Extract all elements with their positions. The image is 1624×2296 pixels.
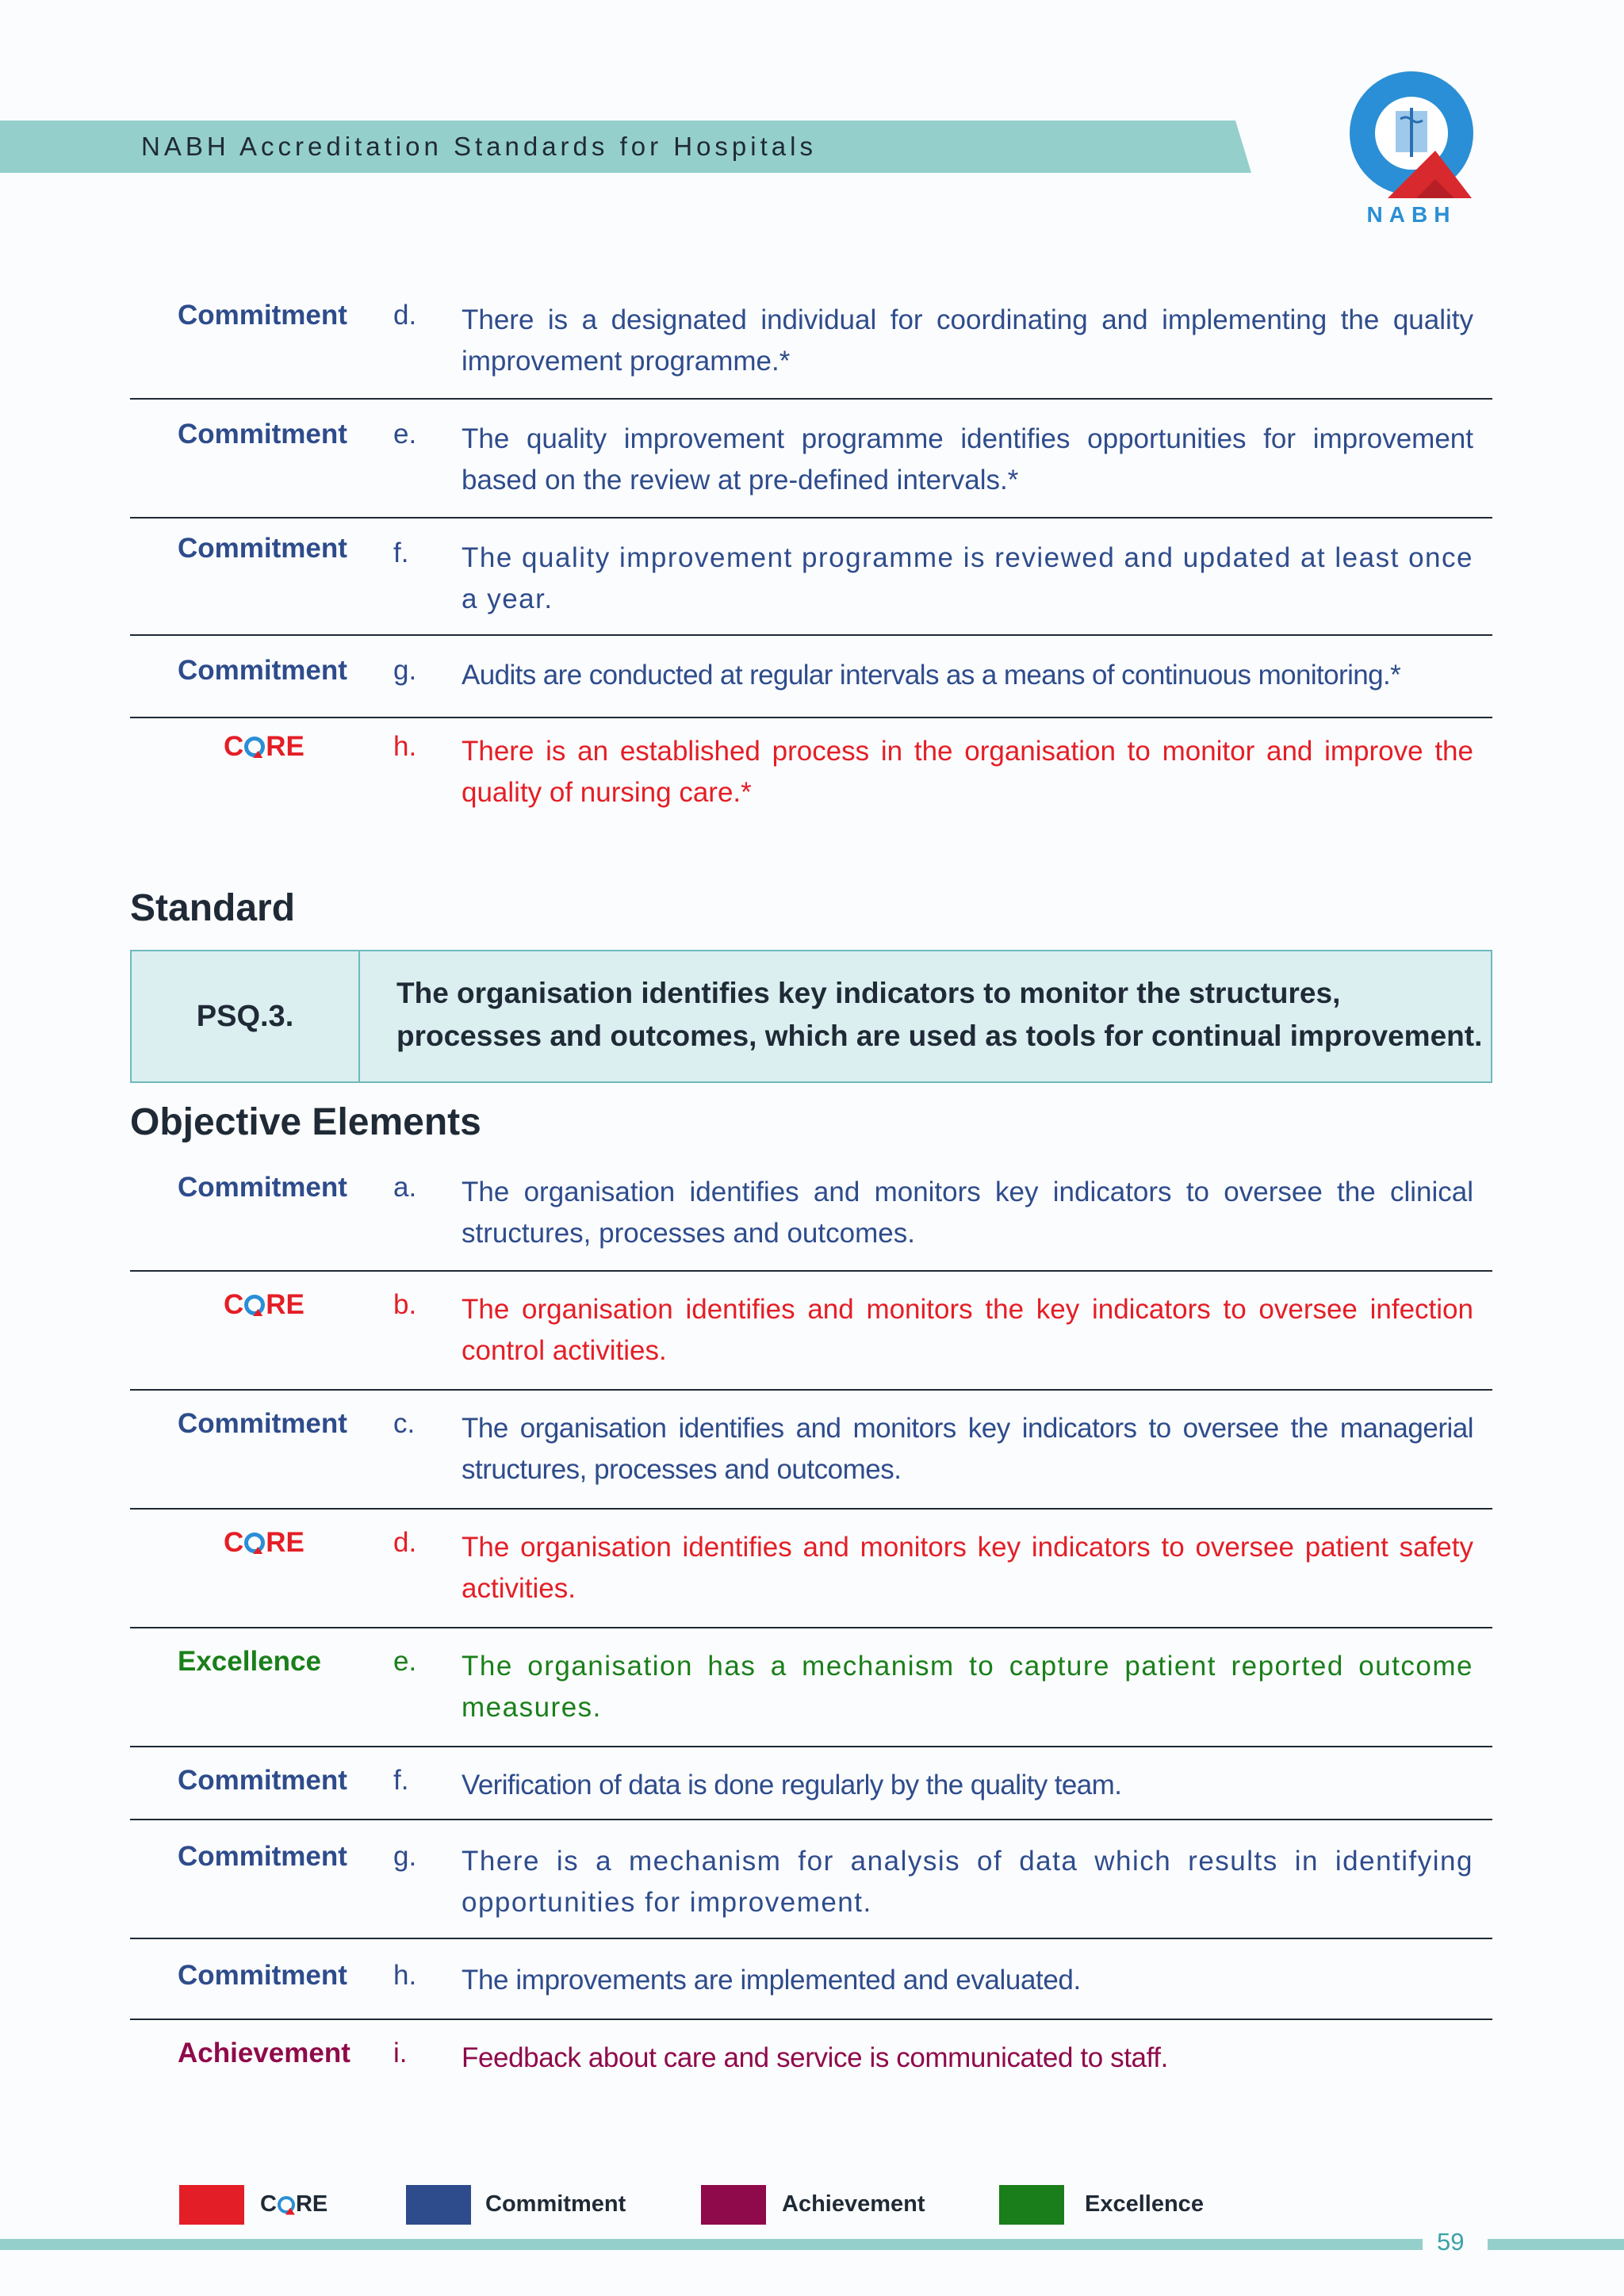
- standard-text: The organisation identifies key indicators to monitor the structures, processes and outcomes, which are used as tools for continual improvement.: [396, 977, 1483, 1052]
- oe-text: Verification of data is done regularly by the quality team.: [462, 1770, 1122, 1800]
- core-badge: C RE: [224, 1527, 304, 1558]
- category-label: Commitment: [178, 1172, 347, 1203]
- oe-row-h: [130, 1960, 1492, 2020]
- oe-text: Audits are conducted at regular intervals as a means of continuous monitoring.*: [462, 660, 1401, 691]
- oe-row-f: [130, 1765, 1492, 1820]
- core-badge: C RE: [224, 1289, 304, 1320]
- page-number: 59: [1437, 2228, 1465, 2256]
- standard-id: PSQ.3.: [132, 951, 360, 1081]
- oe-text: Feedback about care and service is communicated to staff.: [462, 2042, 1168, 2073]
- oe-letter: f.: [393, 1765, 409, 1796]
- oe-text: The organisation identifies and monitors key indicators to oversee the clinical structures, processes and outcomes.: [462, 1177, 1473, 1249]
- legend-label-core: C RE: [260, 2191, 328, 2217]
- oe-letter: a.: [393, 1172, 417, 1203]
- oe-row-a: [130, 1172, 1492, 1272]
- category-label: Achievement: [178, 2038, 350, 2068]
- category-label: Commitment: [178, 533, 347, 564]
- header-title: NABH Accreditation Standards for Hospitals: [141, 132, 817, 161]
- footer-line: [0, 2239, 1423, 2250]
- legend-label-excellence: Excellence: [1085, 2191, 1204, 2217]
- oe-letter: c.: [393, 1408, 416, 1439]
- oe-letter: b.: [393, 1289, 417, 1320]
- oe-letter: d.: [393, 1527, 417, 1558]
- category-label: Commitment: [178, 1408, 347, 1439]
- oe-row-b: [130, 1289, 1492, 1391]
- oe-row-g: [130, 1841, 1492, 1939]
- oe-text: There is an established process in the organisation to monitor and improve the quality of nursing care.*: [462, 736, 1473, 808]
- oe-text: There is a mechanism for analysis of data which results in identifying opportunities for improvement.: [462, 1846, 1473, 1918]
- legend: [0, 2185, 1624, 2233]
- core-o-icon: [244, 1533, 265, 1553]
- oe-letter: f.: [393, 538, 409, 568]
- oe-text: There is a designated individual for coordinating and implementing the quality improvement programme.*: [462, 304, 1473, 377]
- oe-text: The organisation identifies and monitors key indicators to oversee patient safety activities.: [462, 1532, 1473, 1604]
- legend-label-commitment: Commitment: [485, 2191, 626, 2217]
- core-badge: C RE: [224, 731, 304, 762]
- logo-text: NABH: [1366, 202, 1457, 227]
- category-label: Commitment: [178, 1960, 347, 1991]
- oe-letter: d.: [393, 300, 417, 331]
- oe-row-d: [130, 1527, 1492, 1628]
- standard-heading: Standard: [130, 887, 296, 929]
- category-label: Commitment: [178, 419, 347, 450]
- oe-row-i: [130, 2038, 1492, 2085]
- oe-row-top-g: [130, 655, 1492, 718]
- standard-box: [130, 950, 1492, 1083]
- oe-letter: g.: [393, 655, 417, 686]
- oe-row-top-f: [130, 533, 1492, 636]
- oe-row-c: [130, 1408, 1492, 1510]
- legend-label-achievement: Achievement: [782, 2191, 925, 2217]
- oe-letter: h.: [393, 731, 417, 762]
- category-label: Commitment: [178, 1765, 347, 1796]
- oe-text: The improvements are implemented and evaluated.: [462, 1965, 1081, 1996]
- core-o-icon: [278, 2196, 295, 2214]
- oe-letter: e.: [393, 419, 417, 450]
- category-label: Commitment: [178, 655, 347, 686]
- legend-swatch-excellence: [999, 2185, 1064, 2225]
- oe-row-top-d: [130, 300, 1492, 400]
- category-label: Excellence: [178, 1646, 321, 1677]
- oe-letter: e.: [393, 1646, 417, 1677]
- objective-heading: Objective Elements: [130, 1101, 481, 1143]
- legend-swatch-commitment: [406, 2185, 471, 2225]
- oe-text: The organisation has a mechanism to capture patient reported outcome measures.: [462, 1651, 1473, 1723]
- oe-text: The organisation identifies and monitors the key indicators to oversee infection control activities.: [462, 1294, 1473, 1366]
- core-o-icon: [244, 1295, 265, 1315]
- oe-text: The organisation identifies and monitors key indicators to oversee the managerial structures, processes and outcomes.: [462, 1413, 1473, 1485]
- legend-swatch-core: [179, 2185, 244, 2225]
- category-label: Commitment: [178, 1841, 347, 1872]
- oe-row-top-e: [130, 419, 1492, 519]
- core-o-icon: [244, 737, 265, 757]
- legend-swatch-achievement: [701, 2185, 766, 2225]
- oe-letter: i.: [393, 2038, 408, 2068]
- category-label: Commitment: [178, 300, 347, 331]
- oe-text: The quality improvement programme identifies opportunities for improvement based on the review at pre-defined intervals.*: [462, 423, 1473, 496]
- nabh-logo-icon: [1340, 63, 1483, 230]
- footer-line: [1488, 2239, 1624, 2250]
- oe-letter: g.: [393, 1841, 417, 1872]
- oe-text: The quality improvement programme is reviewed and updated at least once a year.: [462, 542, 1473, 614]
- oe-row-top-h: [130, 731, 1492, 826]
- oe-row-e: [130, 1646, 1492, 1747]
- oe-letter: h.: [393, 1960, 417, 1991]
